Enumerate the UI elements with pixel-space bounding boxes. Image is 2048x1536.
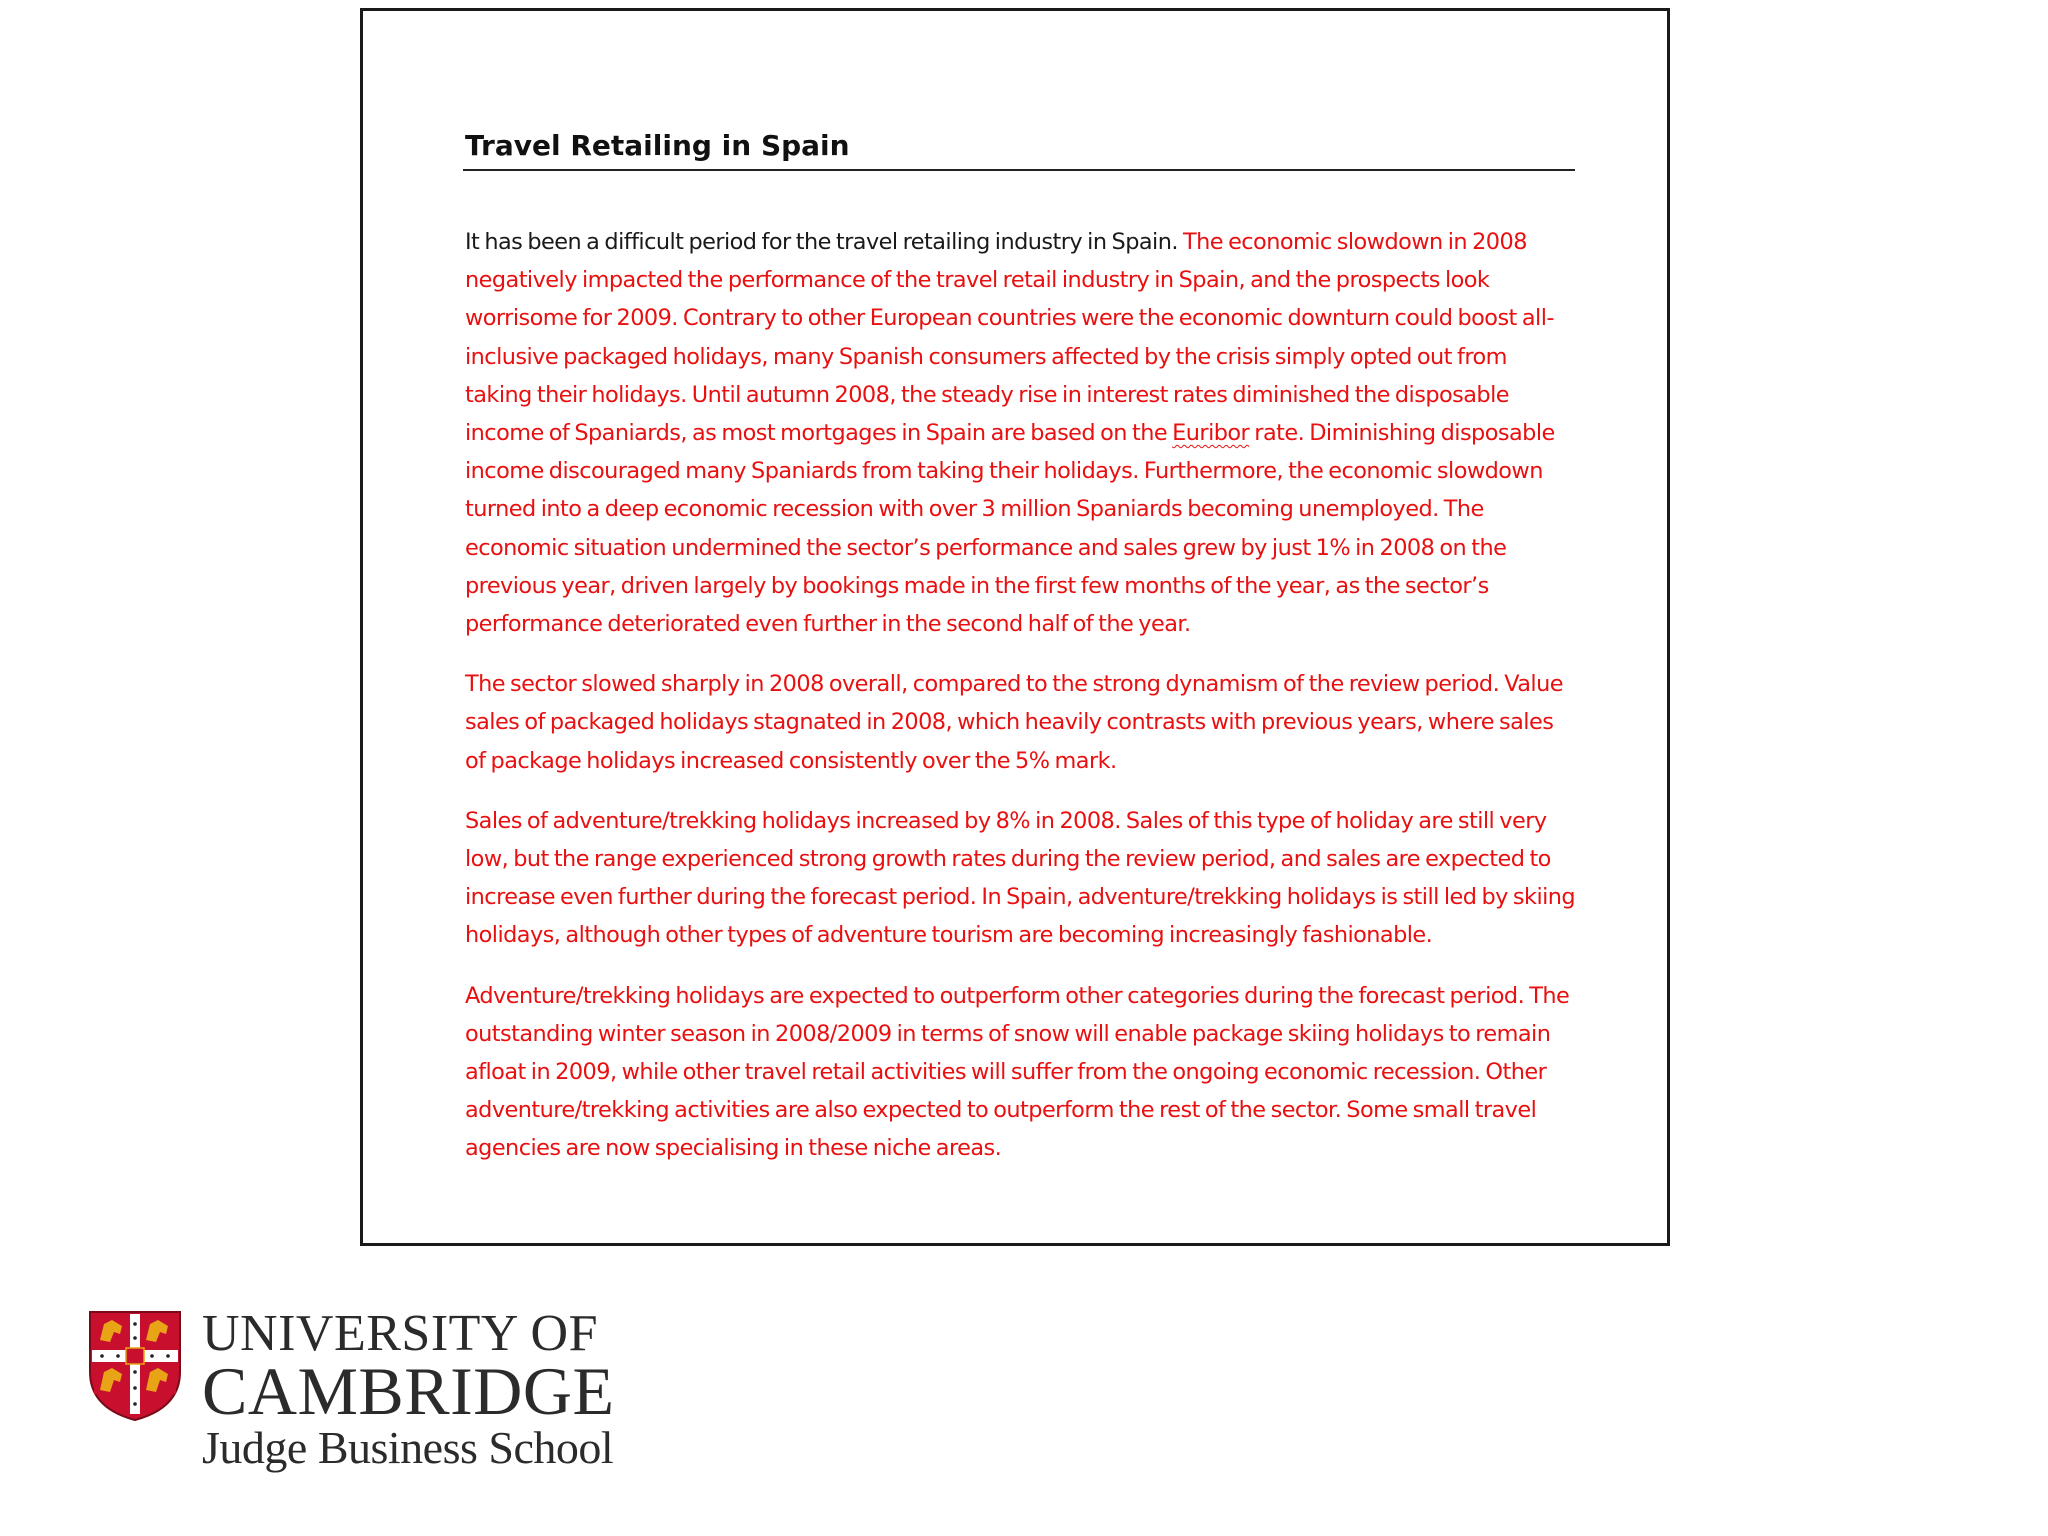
logo-line-cambridge: CAMBRIDGE — [202, 1353, 615, 1429]
paragraph-4: Adventure/trekking holidays are expected to outperform other categories during the forecast period. The outstanding winter season in 2008/2009 in terms of snow will enable package skiing holidays to remain afloat in 2009, while other travel retail activities will suffer from the ongoing economic recession. Other adventure/trekking activities are also expected to outperform the rest of the sector. Some small travel agencies are now specialising in these niche areas. — [465, 982, 1570, 1162]
spellcheck-underlined-word: Euribor — [1172, 420, 1250, 447]
cambridge-judge-logo — [88, 1305, 648, 1490]
logo-wordmark — [202, 1305, 615, 1474]
document-frame — [360, 8, 1670, 1246]
paragraph-3: Sales of adventure/trekking holidays increased by 8% in 2008. Sales of this type of holiday are still very low, but the range experienced strong growth rates during the review period, and sales are expected to increase even further during the forecast period. In Spain, adventure/trekking holidays is still led by skiing holidays, although other types of adventure tourism are becoming increasingly fashionable. — [465, 807, 1576, 949]
logo-line-judge-business-school: Judge Business School — [202, 1422, 614, 1473]
title-underline — [463, 169, 1575, 171]
paragraph-1-text-after: rate. Diminishing disposable income discouraged many Spaniards from taking their holidays. Furthermore, the economic slowdown turned into a deep economic recession with over 3 million Spaniards becoming unemployed. The economic situation undermined the sector’s performance and sales grew by just 1% in 2008 on the previous year, driven largely by bookings made in the first few months of the year, as the sector’s performance deteriorated even further in the second half of the year. — [465, 420, 1555, 638]
paragraph-1-lead: It has been a difficult period for the travel retailing industry in Spain. — [465, 229, 1178, 255]
document-body — [465, 223, 1577, 1190]
paragraph-1-text-before: The economic slowdown in 2008 negatively impacted the performance of the travel retail industry in Spain, and the prospects look worrisome for 2009. Contrary to other European countries were the economic downturn could boost all-inclusive packaged holidays, many Spanish consumers affected by the crisis simply opted out from taking their holidays. Until autumn 2008, the steady rise in interest rates diminished the disposable income of Spaniards, as most mortgages in Spain are based on the — [465, 229, 1554, 447]
university-crest-icon — [88, 1310, 182, 1422]
paragraph-1 — [465, 223, 1577, 643]
paragraph-2: The sector slowed sharply in 2008 overall, compared to the strong dynamism of the review period. Value sales of packaged holidays stagnated in 2008, which heavily contrasts with previous years, where sales of package holidays increased consistently over the 5% mark. — [465, 671, 1563, 774]
document-title: Travel Retailing in Spain — [465, 129, 850, 162]
logo-line-university-of: UNIVERSITY OF — [202, 1305, 599, 1362]
